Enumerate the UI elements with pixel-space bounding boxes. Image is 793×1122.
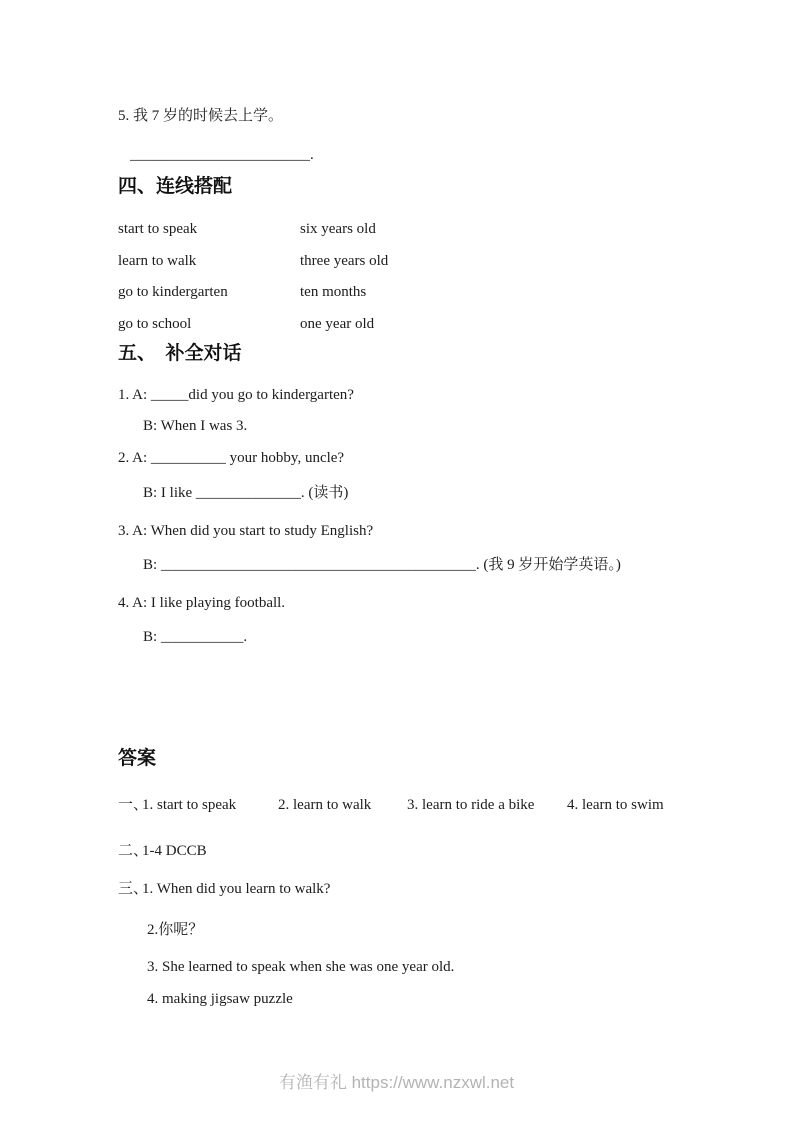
dialogue-line: 3. A: When did you start to study English? <box>118 523 374 539</box>
match-row <box>118 220 558 240</box>
match-right-item: one year old <box>300 316 375 332</box>
match-left-item: learn to walk <box>118 253 197 269</box>
match-left-item: go to school <box>118 316 192 332</box>
match-row <box>118 283 558 303</box>
answers-row-2-label: 二、 <box>118 843 149 859</box>
answers-row-3 <box>118 880 738 900</box>
answers-row-1 <box>118 796 738 816</box>
answers-row-3-sub-item: 3. She learned to speak when she was one year old. <box>147 959 455 975</box>
dialogue-line: 1. A: _____did you go to kindergarten? <box>118 387 354 403</box>
answers-row-1-item: 2. learn to walk <box>278 797 372 813</box>
translation-item-5-answer-blank: ________________________. <box>130 147 314 163</box>
translation-item-5: 5. 我 7 岁的时候去上学。 <box>118 108 284 124</box>
match-left-item: start to speak <box>118 221 198 237</box>
answers-row-2-text: 1-4 DCCB <box>142 843 207 859</box>
answers-row-3-sub-item: 2.你呢？ <box>147 922 204 938</box>
answers-row-1-item: 4. learn to swim <box>567 797 664 813</box>
answers-row-3-sub-item: 4. making jigsaw puzzle <box>147 991 293 1007</box>
match-right-item: three years old <box>300 253 389 269</box>
dialogue-line: 2. A: __________ your hobby, uncle? <box>118 450 345 466</box>
dialogue-line: B: __________________________________________. (我 9 岁开始学英语。) <box>143 557 621 573</box>
answers-row-1-label: 一、 <box>118 797 149 813</box>
section-4-heading: 四、连线搭配 <box>118 176 233 197</box>
dialogue-line: B: I like ______________. (读书) <box>143 485 349 501</box>
match-right-item: ten months <box>300 284 367 300</box>
dialogue-line: B: ___________. <box>143 629 248 645</box>
match-left-item: go to kindergarten <box>118 284 228 300</box>
answers-row-3-label: 三、 <box>118 881 149 897</box>
answers-row-1-item: 3. learn to ride a bike <box>407 797 535 813</box>
match-row <box>118 315 558 335</box>
answers-heading: 答案 <box>118 748 157 769</box>
dialogue-line: B: When I was 3. <box>143 418 248 434</box>
match-right-item: six years old <box>300 221 376 237</box>
footer-watermark: 有渔有礼 https://www.nzxwl.net <box>278 1073 515 1092</box>
answers-row-3-text: 1. When did you learn to walk? <box>142 881 331 897</box>
section-5-heading: 五、 补全对话 <box>118 343 242 364</box>
answers-row-1-item: 1. start to speak <box>142 797 237 813</box>
answers-row-2 <box>118 842 738 862</box>
dialogue-line: 4. A: I like playing football. <box>118 595 286 611</box>
match-row <box>118 252 558 272</box>
